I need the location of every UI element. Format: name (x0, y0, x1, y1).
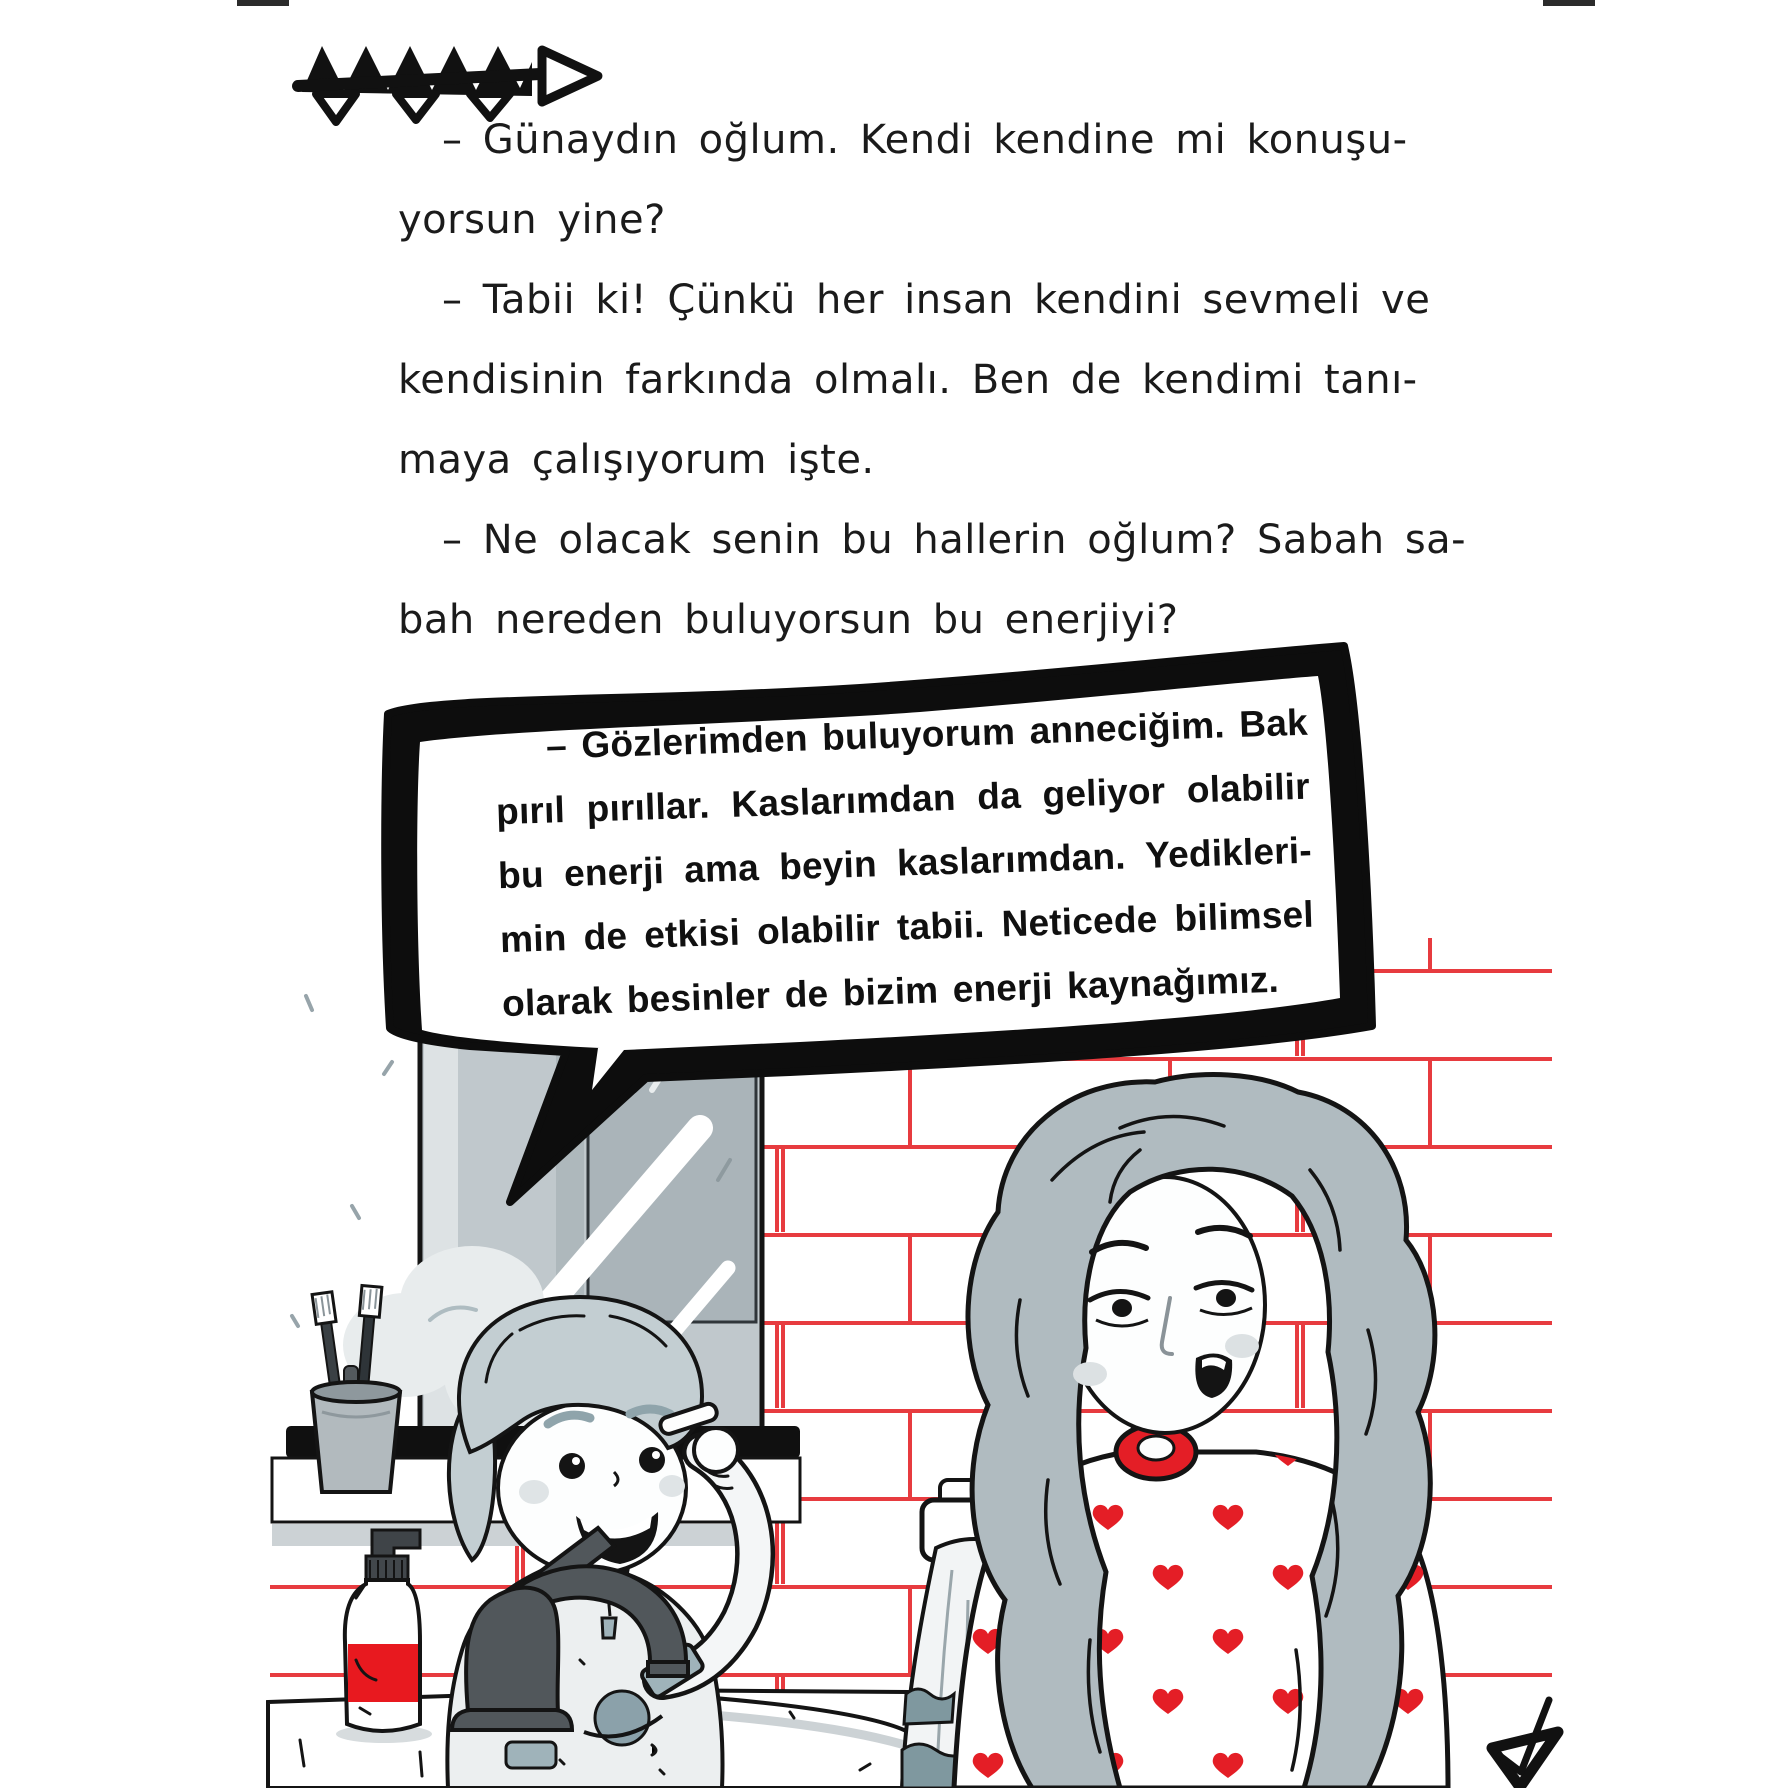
speech-bubble-text (493, 691, 1317, 1036)
text-line: kendisinin farkında olmalı. Ben de kendimi tanı- (398, 357, 1418, 403)
text-line: bah nereden buluyorsun bu enerjiyi? (398, 597, 1179, 643)
text-line: – Ne olacak senin bu hallerin oğlum? Sabah sa- (442, 517, 1467, 563)
text-line: yorsun yine? (398, 197, 666, 243)
bubble-line: pırıl pırıllar. Kaslarımdan da geliyor olabilir (495, 765, 1311, 833)
text-line: maya çalışıyorum işte. (398, 437, 875, 483)
bubble-line: olarak besinler de bizim enerji kaynağımız. (501, 958, 1280, 1025)
bubble-line: – Gözlerimden buluyorum anneciğim. Bak (545, 701, 1309, 767)
bubble-line: bu enerji ama beyin kaslarımdan. Yedikleri- (497, 829, 1313, 897)
text-line: – Tabii ki! Çünkü her insan kendini sevmeli ve (442, 277, 1431, 323)
text-line: – Günaydın oğlum. Kendi kendine mi konuşu- (442, 117, 1408, 163)
bubble-line: min de etkisi olabilir tabii. Neticede bilimsel (499, 893, 1315, 961)
